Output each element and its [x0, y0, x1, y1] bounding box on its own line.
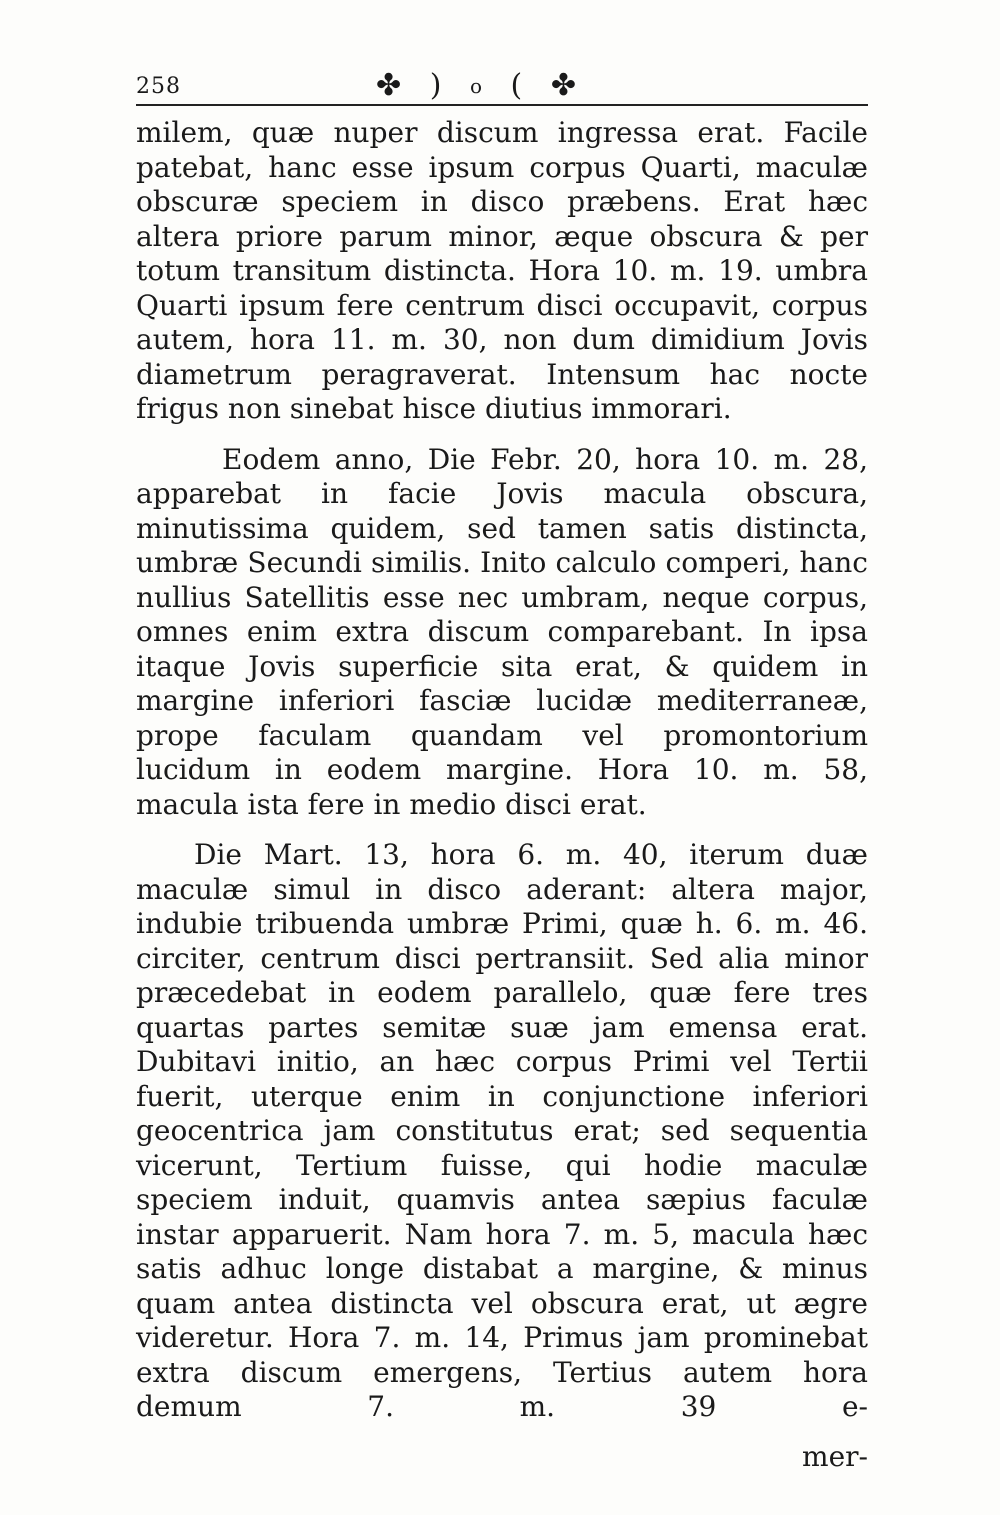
body-text [136, 116, 868, 1425]
page-header [136, 64, 868, 104]
catchword: mer- [802, 1440, 868, 1473]
ornament-paren-right: ( [510, 68, 523, 103]
flower-ornament-right-icon: ✤ [550, 68, 576, 103]
page-number: 258 [136, 74, 181, 99]
paragraph-3: Die Mart. 13, hora 6. m. 40, iterum duæ maculæ simul in disco aderant: altera major, indubie tribuenda umbræ Primi, quæ h. 6. m. 46. circiter, centrum disci pertransiit. Sed alia minor præcedebat in eodem parallelo, quæ fere tres quartas partes semitæ suæ jam emensa erat. Dubitavi initio, an hæc corpus Primi vel Tertii fuerit, uterque enim in conjunctione inferiori geocentrica jam constitutus erat; sed sequentia vicerunt, Tertium fuisse, qui hodie maculæ speciem induit, quamvis antea sæpius faculæ instar apparuerit. Nam hora 7. m. 5, macula hæc satis adhuc longe distabat a margine, & minus quam antea distincta vel obscura erat, ut ægre videretur. Hora 7. m. 14, Primus jam prominebat extra discum emergens, Tertius autem hora demum 7. m. 39 e- [136, 838, 868, 1423]
ornament-paren-left: ) [429, 68, 442, 103]
ornament-dot: o [469, 74, 482, 98]
paragraph-2: Eodem anno, Die Febr. 20, hora 10. m. 28, apparebat in facie Jovis macula obscura, minutissima quidem, sed tamen satis distincta, umbræ Secundi similis. Inito calculo comperi, hanc nullius Satellitis esse nec umbram, neque corpus, omnes enim extra discum comparebant. In ipsa itaque Jovis superficie sita erat, & quidem in margine inferiori fasciæ lucidæ mediterraneæ, prope faculam quandam vel promontorium lucidum in eodem margine. Hora 10. m. 58, macula ista fere in medio disci erat. [136, 442, 868, 821]
flower-ornament-left-icon: ✤ [376, 68, 402, 103]
paragraph-1: milem, quæ nuper discum ingressa erat. Facile patebat, hanc esse ipsum corpus Quarti, maculæ obscuræ speciem in disco præbens. Erat hæc altera priore parum minor, æque obscura & per totum transitum distincta. Hora 10. m. 19. umbra Quarti ipsum fere centrum disci occupavit, corpus autem, hora 11. m. 30, non dum dimidium Jovis diametrum peragraverat. Intensum hac nocte frigus non sinebat hisce diutius immorari. [136, 116, 868, 425]
header-ornament [376, 68, 576, 104]
header-rule [136, 104, 868, 106]
